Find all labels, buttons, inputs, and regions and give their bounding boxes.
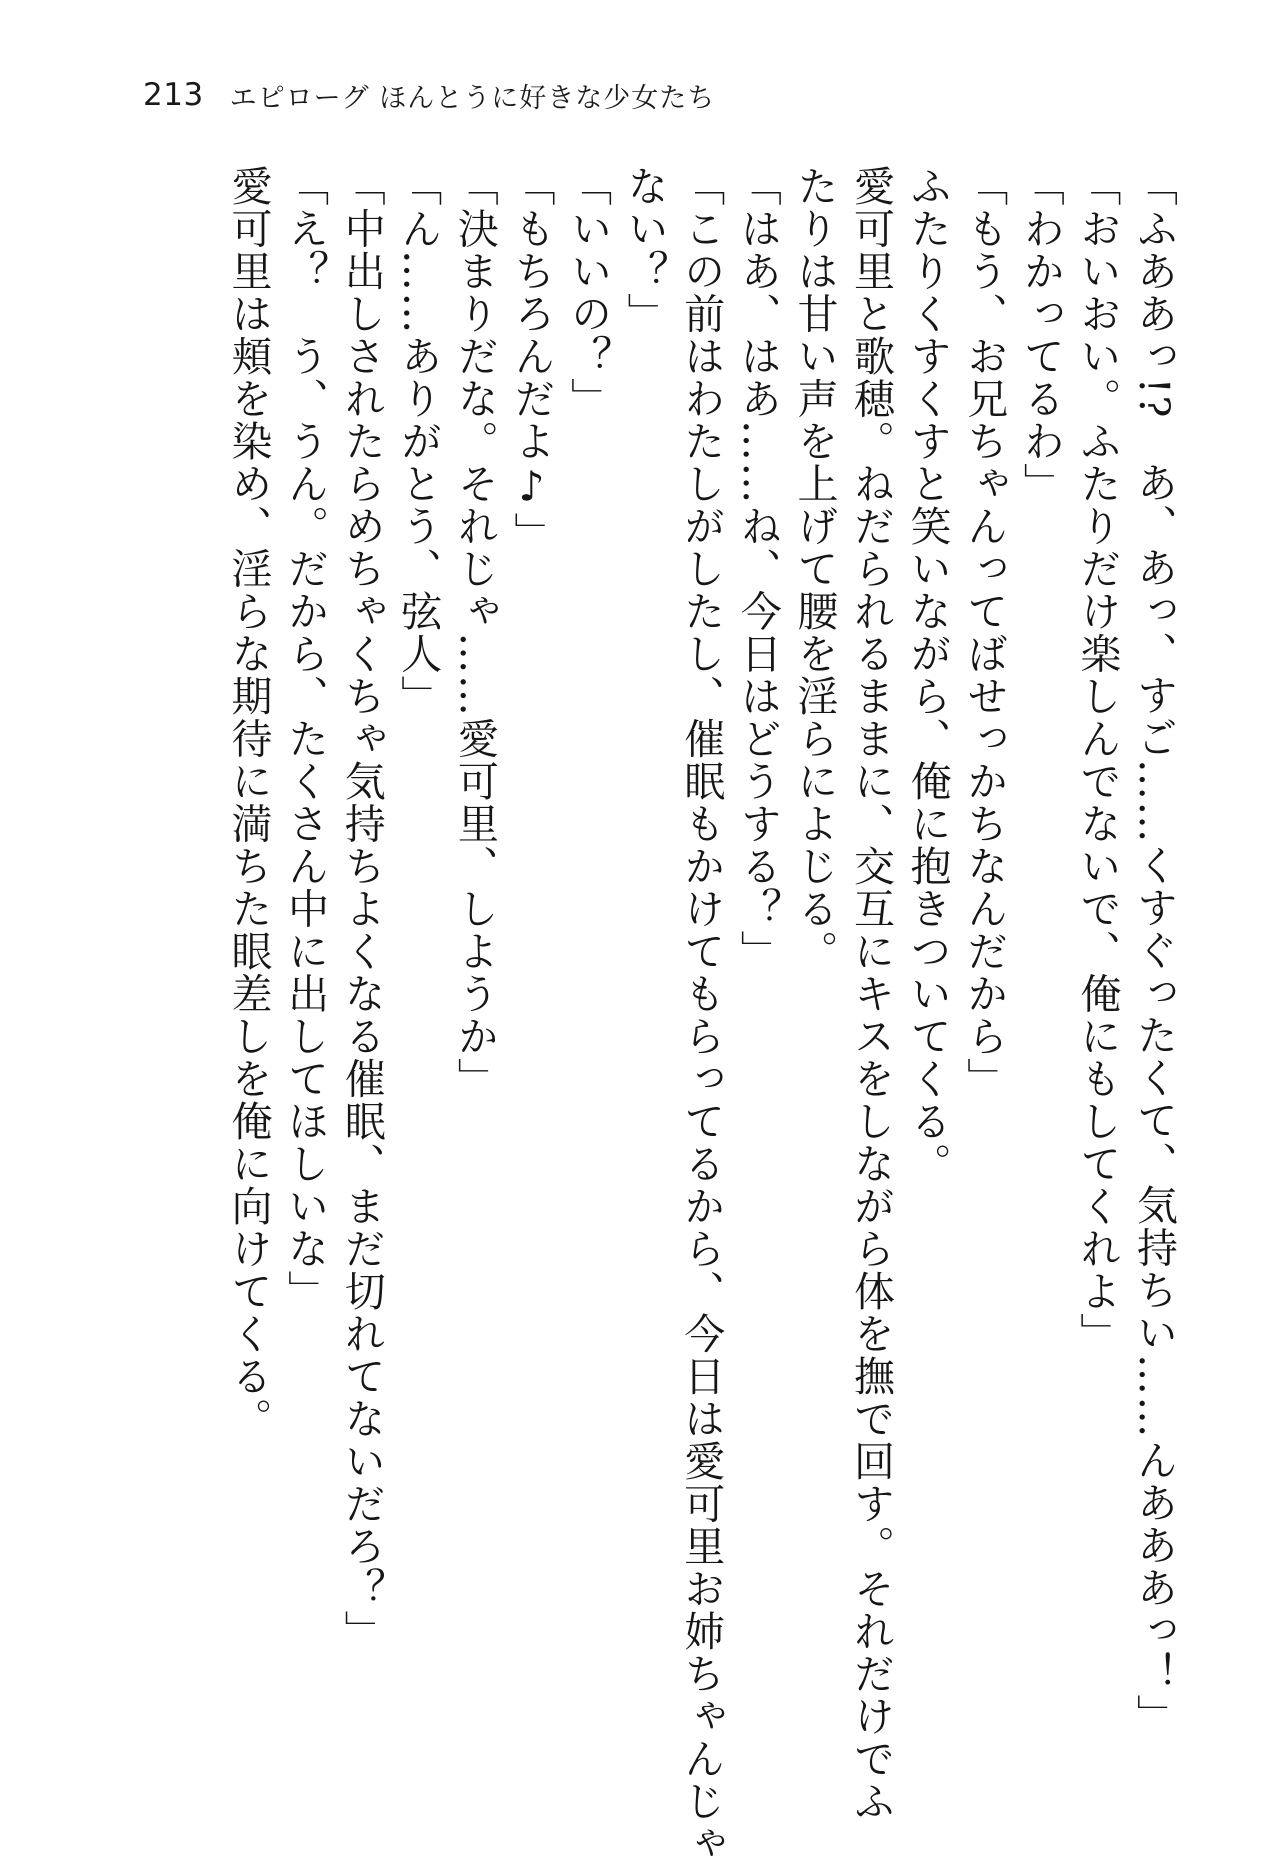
text-line: ふたりくすくすと笑いながら、俺に抱きついてくる。	[903, 165, 952, 1185]
page-number: 213	[143, 77, 204, 113]
text-line: 愛可里と歌穂。ねだられるままに、交互にキスをしながら体を撫で回す。それだけでふ	[847, 165, 896, 1823]
text-line: 「中出しされたらめちゃくちゃ気持ちよくなる催眠、まだ切れてないだろ？」	[337, 165, 386, 1653]
text-line: 「ん……ありがとう、弦人」	[394, 165, 443, 718]
text-line: 「わかってるわ」	[1016, 165, 1065, 505]
text-line: 「もう、お兄ちゃんってばせっかちなんだから」	[960, 165, 1009, 1100]
text-line: 愛可里は頬を染め、淫らな期待に満ちた眼差しを俺に向けてくる。	[224, 165, 273, 1440]
text-line: 「いいの？」	[564, 165, 613, 420]
text-line: 「はあ、はあ……ね、今日はどうする？」	[733, 165, 782, 973]
text-line: ない？」	[620, 165, 669, 335]
text-line: 「この前はわたしがしたし、催眠もかけてもらってるから、今日は愛可里お姉ちゃんじゃ	[677, 165, 726, 1865]
text-line: 「もちろんだよ♪」	[507, 165, 556, 555]
text-line: たりは甘い声を上げて腰を淫らによじる。	[790, 165, 839, 973]
text-line: 「え？ う、うん。だから、たくさん中に出してほしいな」	[281, 165, 330, 1313]
text-line: 「決まりだな。それじゃ……愛可里、しようか」	[450, 165, 499, 1100]
text-line: 「おいおい。ふたりだけ楽しんでないで、俺にもしてくれよ」	[1073, 165, 1122, 1355]
running-header	[143, 70, 715, 120]
vertical-body-text	[220, 165, 1182, 1865]
chapter-title: エピローグ ほんとうに好きな少女たち	[229, 82, 716, 114]
text-line: 「ふああっ!? あ、あっ、すご……くすぐったくて、気持ちい……んあああっ！」	[1130, 165, 1178, 1737]
